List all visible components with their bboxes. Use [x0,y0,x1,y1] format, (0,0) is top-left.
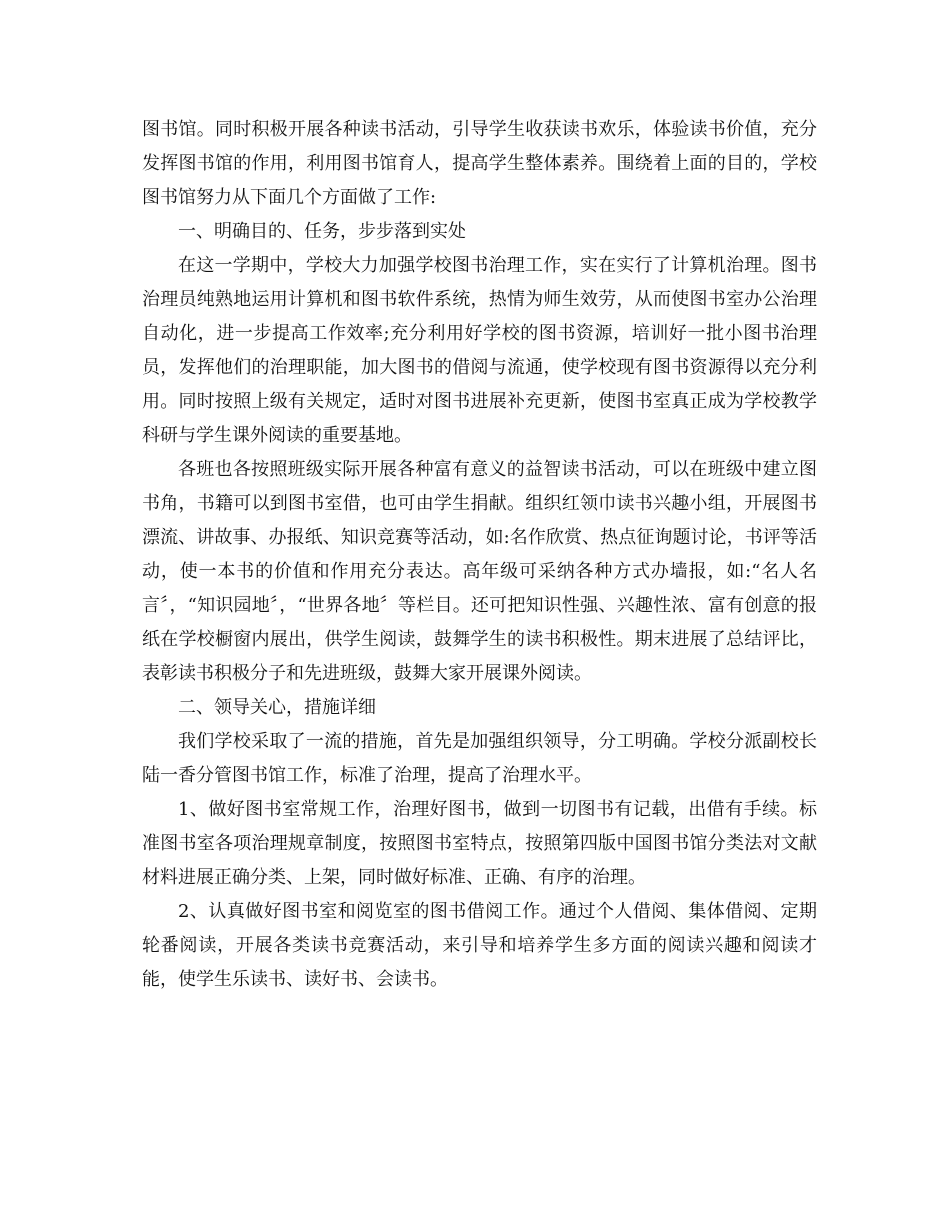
paragraph: 各班也各按照班级实际开展各种富有意义的益智读书活动，可以在班级中建立图书角，书籍可以到图书室借，也可由学生捐献。组织红领巾读书兴趣小组，开展图书漂流、讲故事、办报纸、知识竞赛等活动，如:名作欣赏、热点征询题讨论，书评等活动，使一本书的价值和作用充分表达。高年级可采纳各种方式办墙报，如:“名人名言〞，“知识园地〞，“世界各地〞等栏目。还可把知识性强、兴趣性浓、富有创意的报纸在学校橱窗内展出，供学生阅读，鼓舞学生的读书积极性。期末进展了总结评比，表彰读书积极分子和先进班级，鼓舞大家开展课外阅读。 [142,459,817,684]
section-heading-two: 二、领导关心，措施详细 [178,697,376,718]
paragraph: 在这一学期中，学校大力加强学校图书治理工作，实在实行了计算机治理。图书治理员纯熟地运用计算机和图书软件系统，热情为师生效劳，从而使图书室办公治理自动化，进一步提高工作效率;充分利用好学校的图书资源，培训好一批小图书治理员，发挥他们的治理职能，加大图书的借阅与流通，使学校现有图书资源得以充分利用。同时按照上级有关规定，适时对图书进展补充更新，使图书室真正成为学校教学科研与学生课外阅读的重要基地。 [142,255,817,446]
list-item: 1、做好图书室常规工作，治理好图书，做到一切图书有记载，出借有手续。标准图书室各项治理规章制度，按照图书室特点，按照第四版中国图书馆分类法对文献材料进展正确分类、上架，同时做好标准、正确、有序的治理。 [142,799,817,888]
paragraph: 我们学校采取了一流的措施，首先是加强组织领导，分工明确。学校分派副校长陆一香分管图书馆工作，标准了治理，提高了治理水平。 [142,731,817,786]
document-body [142,113,817,997]
list-item: 2、认真做好图书室和阅览室的图书借阅工作。通过个人借阅、集体借阅、定期轮番阅读，开展各类读书竞赛活动，来引导和培养学生多方面的阅读兴趣和阅读才能，使学生乐读书、读好书、会读书。 [142,901,817,990]
paragraph-intro-continuation: 图书馆。同时积极开展各种读书活动，引导学生收获读书欢乐，体验读书价值，充分发挥图书馆的作用，利用图书馆育人，提高学生整体素养。围绕着上面的目的，学校图书馆努力从下面几个方面做了工作: [142,119,817,208]
section-heading-one: 一、明确目的、任务，步步落到实处 [178,221,466,242]
